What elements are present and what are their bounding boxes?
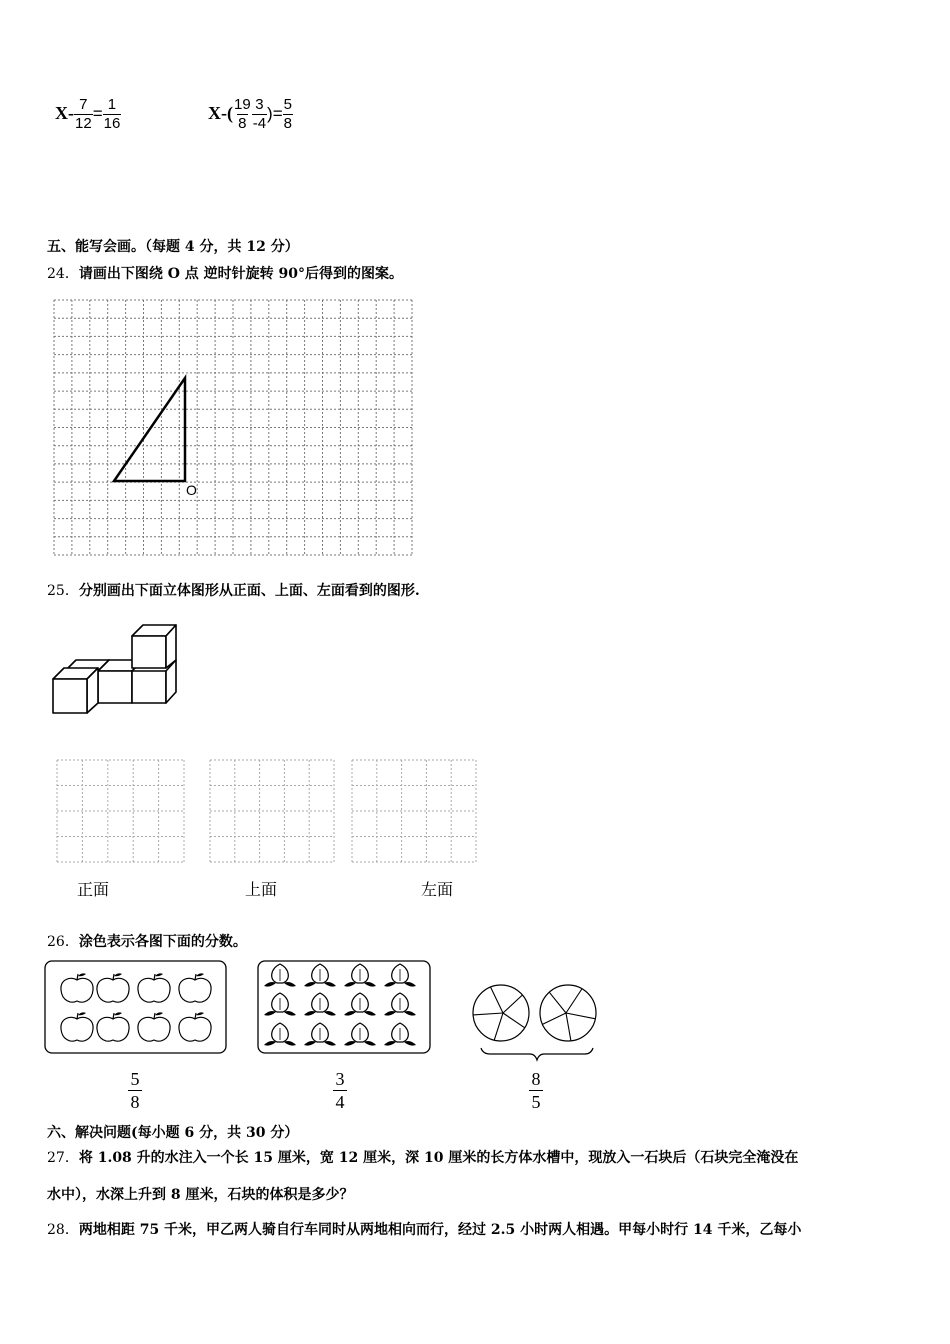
circle-divider xyxy=(566,1013,571,1041)
peach-icon xyxy=(384,993,416,1016)
eq2-minus: - xyxy=(252,115,258,132)
apple-icon xyxy=(179,1012,211,1041)
circle-divider xyxy=(494,1013,503,1040)
peach-leaf xyxy=(304,982,316,987)
eq2-num-c: 5 xyxy=(283,96,292,113)
peach-leaf xyxy=(384,1041,396,1046)
q26-number: 26． xyxy=(47,934,79,950)
peach-leaf xyxy=(384,982,396,987)
brace xyxy=(481,1048,593,1060)
eq2-num-a: 19 xyxy=(234,96,251,113)
apple-leaf xyxy=(196,1012,204,1015)
peach-icon xyxy=(384,964,416,987)
fraction-numerator: 3 xyxy=(335,1069,345,1089)
q24-number: 24． xyxy=(47,266,79,282)
q28-line1 xyxy=(47,1219,801,1239)
peach-leaf xyxy=(284,1041,296,1046)
fraction-denominator: 4 xyxy=(333,1090,347,1113)
view-label-left: 左面 xyxy=(421,882,454,899)
circle-divider xyxy=(491,987,503,1013)
peach-leaf xyxy=(364,982,376,987)
eq2-den-c: 8 xyxy=(283,115,292,132)
peach-icon xyxy=(344,993,376,1016)
peach-leaf xyxy=(364,1011,376,1016)
q25-text: 分别画出下面立体图形从正面、上面、左面看到的图形. xyxy=(78,583,420,599)
apple-icon xyxy=(61,973,93,1002)
peach-leaf xyxy=(364,1041,376,1046)
apple-body xyxy=(97,1017,129,1041)
apple-icon xyxy=(179,973,211,1002)
circle-group xyxy=(473,985,596,1041)
apple-body xyxy=(61,1017,93,1041)
q27-text-1: 将 1.08 升的水注入一个长 15 厘米，宽 12 厘米，深 10 厘米的长方体水槽中，现放入一石块后（石块完全淹没在 xyxy=(78,1150,799,1166)
peach-leaf xyxy=(404,1041,416,1046)
peach-leaf xyxy=(404,1011,416,1016)
peach-leaf xyxy=(284,982,296,987)
circle-divider xyxy=(566,1013,595,1019)
apple-icon xyxy=(138,1012,170,1041)
view-label-front: 正面 xyxy=(77,882,110,899)
peach-icon xyxy=(304,993,336,1016)
view-label-top: 上面 xyxy=(245,882,278,899)
peach-leaf xyxy=(344,1041,356,1046)
eq2-den-b: 4 xyxy=(257,115,267,132)
point-o-label: O xyxy=(186,482,197,498)
q26-text: 涂色表示各图下面的分数。 xyxy=(78,934,247,950)
peach-leaf xyxy=(384,1011,396,1016)
peach-leaf xyxy=(284,1011,296,1016)
peach-leaf xyxy=(264,982,276,987)
circle-divider xyxy=(542,1013,566,1024)
apple-body xyxy=(61,978,93,1002)
peach-leaf xyxy=(264,1011,276,1016)
apple-icon xyxy=(138,973,170,1002)
peach-icon xyxy=(264,993,296,1016)
apple-leaf xyxy=(114,1012,122,1015)
q27-line2: 水中），水深上升到 8 厘米，石块的体积是多少？ xyxy=(47,1187,354,1203)
fraction-8-5 xyxy=(529,1068,543,1113)
peach-icon xyxy=(264,964,296,987)
q28-number: 28． xyxy=(47,1222,79,1238)
q25-number: 25． xyxy=(47,583,79,599)
apple-body xyxy=(179,978,211,1002)
eq2-var: X-( xyxy=(208,102,233,123)
eq2-num-b: 3 xyxy=(255,96,264,113)
peach-leaf xyxy=(304,1011,316,1016)
fraction-denominator: 8 xyxy=(128,1090,142,1113)
fraction-5-8 xyxy=(128,1068,142,1113)
apple-leaf xyxy=(155,1012,163,1015)
q27-line1 xyxy=(47,1147,798,1167)
section5-title: 五、能写会画。（每题 4 分，共 12 分） xyxy=(47,239,299,255)
q28-text-1: 两地相距 75 千米，甲乙两人骑自行车同时从两地相向而行，经过 2.5 小时两人相遇。甲每小时行 14 千米，乙每小 xyxy=(78,1222,802,1238)
q27-number: 27． xyxy=(47,1150,79,1166)
pie-circle xyxy=(473,985,529,1041)
eq1-den-a: 12 xyxy=(75,115,92,132)
apple-leaf xyxy=(78,1012,86,1015)
circle-divider xyxy=(549,992,566,1013)
eq1-den-b: 16 xyxy=(103,115,121,132)
eq1-equals: = xyxy=(92,103,103,123)
fraction-numerator: 8 xyxy=(531,1069,541,1089)
peach-group xyxy=(264,964,416,1046)
peach-leaf xyxy=(324,1011,336,1016)
peach-leaf xyxy=(344,1011,356,1016)
peach-icon xyxy=(304,964,336,987)
peach-icon xyxy=(264,1023,296,1046)
peach-leaf xyxy=(404,982,416,987)
fraction-3-4 xyxy=(333,1068,347,1113)
peach-icon xyxy=(344,964,376,987)
eq1-num-a: 7 xyxy=(79,96,88,113)
apple-icon xyxy=(97,1012,129,1041)
peach-box xyxy=(258,961,430,1053)
q24-text: 请画出下图绕 O 点 逆时针旋转 90°后得到的图案。 xyxy=(78,266,404,282)
eq1-var: X- xyxy=(55,102,74,123)
fraction-denominator: 5 xyxy=(529,1090,543,1113)
peach-icon xyxy=(384,1023,416,1046)
apple-group xyxy=(61,973,211,1041)
apple-leaf xyxy=(114,973,122,976)
apple-leaf xyxy=(155,973,163,976)
peach-leaf xyxy=(324,1041,336,1046)
apple-body xyxy=(138,978,170,1002)
eq1-num-b: 1 xyxy=(107,96,117,113)
apple-body xyxy=(138,1017,170,1041)
peach-leaf xyxy=(324,982,336,987)
eq2-den-a: 8 xyxy=(238,115,247,132)
apple-body xyxy=(179,1017,211,1041)
circle-divider xyxy=(503,1013,525,1028)
section6-title: 六、解决问题(每小题 6 分，共 30 分） xyxy=(47,1125,299,1141)
eq2-close: )= xyxy=(267,103,283,123)
peach-leaf xyxy=(344,982,356,987)
apple-leaf xyxy=(196,973,204,976)
peach-leaf xyxy=(264,1041,276,1046)
circle-divider xyxy=(503,995,522,1013)
apple-icon xyxy=(61,1012,93,1041)
circle-divider xyxy=(566,989,582,1013)
pie-circle xyxy=(540,985,596,1041)
circle-divider xyxy=(473,1013,503,1015)
fraction-numerator: 5 xyxy=(130,1069,140,1089)
peach-leaf xyxy=(304,1041,316,1046)
peach-icon xyxy=(344,1023,376,1046)
apple-leaf xyxy=(78,973,86,976)
apple-icon xyxy=(97,973,129,1002)
peach-icon xyxy=(304,1023,336,1046)
apple-body xyxy=(97,978,129,1002)
